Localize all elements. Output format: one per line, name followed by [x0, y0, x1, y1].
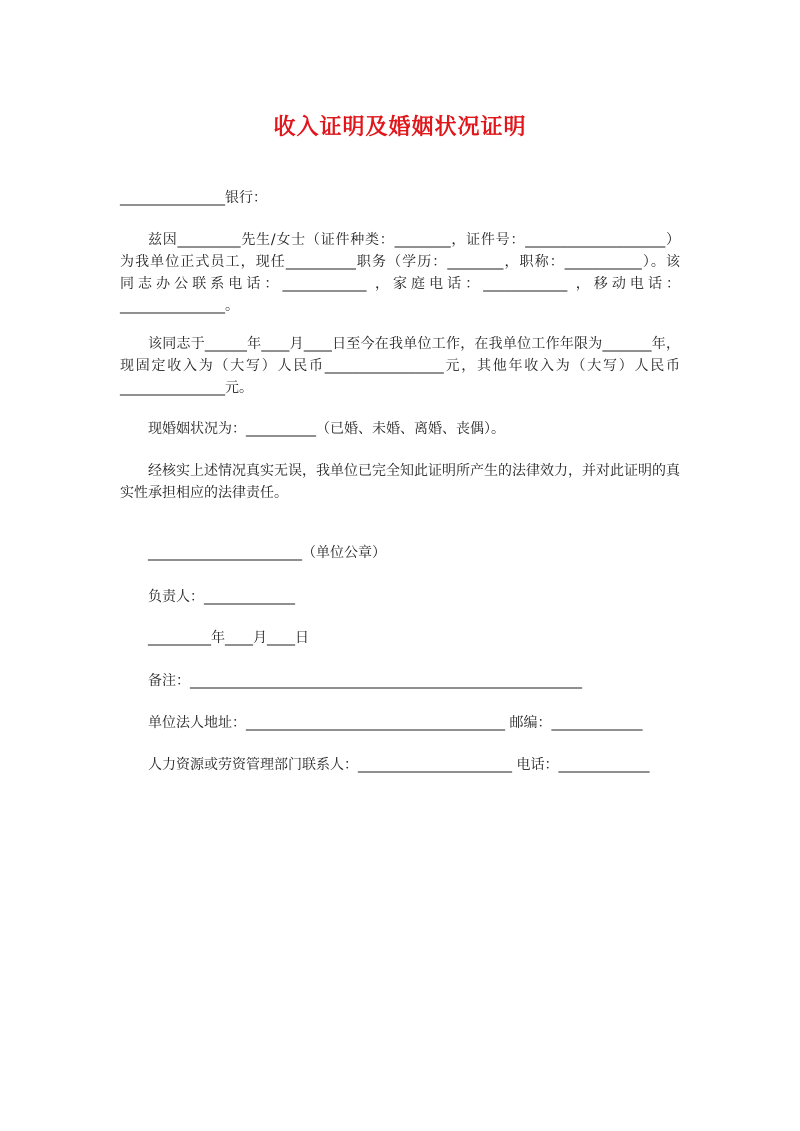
remark-line: 备注：________________________________________________________ [148, 673, 582, 689]
document-title: 收入证明及婚姻状况证明 [273, 115, 527, 140]
identity-line-1: 兹因_________先生/女士（证件种类：________，证件号：____________________） [148, 232, 680, 248]
identity-line-2: 为我单位正式员工，现任__________职务（学历：________，职称：___________）。该 [120, 254, 680, 270]
verification-line-2: 实性承担相应的法律责任。 [120, 485, 288, 501]
salutation-line: _______________银行： [120, 190, 267, 206]
verification-paragraph [120, 460, 680, 504]
responsible-person-line: 负责人：_____________ [148, 589, 295, 605]
address-postcode-line: 单位法人地址：_____________________________________ 邮编：_____________ [148, 715, 643, 731]
identity-line-4: _______________。 [120, 298, 239, 314]
date-line: _________年____月____日 [148, 630, 309, 646]
income-line-3: _______________元。 [120, 380, 253, 396]
income-paragraph [120, 333, 680, 399]
identity-paragraph [120, 229, 680, 317]
verification-line-1: 经核实上述情况真实无误，我单位已完全知此证明所产生的法律效力，并对此证明的真 [148, 463, 680, 479]
company-seal-line: ______________________（单位公章） [148, 545, 386, 561]
hr-contact-phone-line: 人力资源或劳资管理部门联系人：______________________ 电话：_____________ [148, 757, 650, 773]
identity-line-3: 同志办公联系电话：____________ ，家庭电话：____________ ，移动电话： [120, 276, 680, 292]
marital-status-line: 现婚姻状况为：__________（已婚、未婚、离婚、丧偶）。 [148, 421, 505, 437]
income-line-1: 该同志于______年____月____日至今在我单位工作，在我单位工作年限为_______年， [148, 336, 680, 352]
income-line-2: 现固定收入为（大写）人民币_________________元，其他年收入为（大写）人民币 [120, 358, 680, 374]
